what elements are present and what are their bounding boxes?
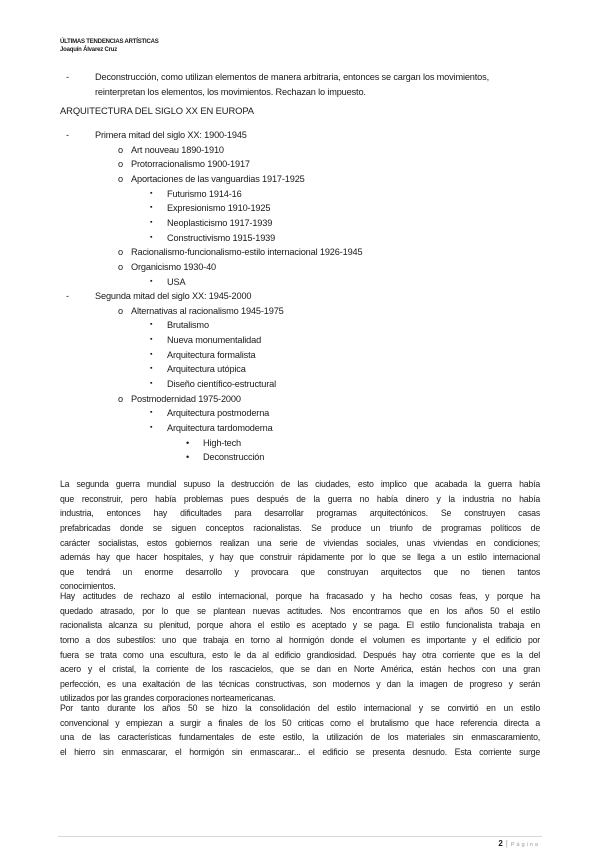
footer-divider	[58, 836, 542, 837]
outline-marker: ▪	[150, 350, 153, 358]
paragraph-line: conocimientos.	[60, 581, 116, 592]
outline-item-level-3: Diseño científico-estructural	[167, 379, 277, 390]
outline-marker: ▪	[150, 424, 153, 431]
outline-item-level-2: Racionalismo-funcionalismo-estilo internacional 1926-1945	[131, 247, 363, 258]
outline-marker: o	[118, 144, 124, 155]
section-title: ARQUITECTURA DEL SIGLO XX EN EUROPA	[60, 105, 254, 116]
paragraph-line: acero y el cristal, la corriente de los rascacielos, que se dan en Norte América, están hechos con una gran	[60, 664, 540, 675]
outline-marker: ▪	[150, 336, 153, 344]
outline-marker: ▪	[150, 277, 153, 285]
paragraph-line: una de las características fundamentales de este estilo, la utilización de los materiales sin enmascaramiento,	[60, 732, 540, 743]
paragraph-line: quedado atrasado, por lo que se plantean nuevas actitudes. Nos encontramos que en los años 50 el estilo	[60, 605, 540, 616]
outline-marker: ▪	[150, 409, 153, 417]
outline-item-level-3: Constructivismo 1915-1939	[167, 232, 276, 243]
header-author: Joaquín Álvarez Cruz	[60, 47, 118, 53]
page-number: 2	[498, 839, 503, 848]
outline-marker: •	[186, 437, 190, 448]
footer-separator: |	[505, 839, 508, 848]
outline-item-level-3: Nueva monumentalidad	[167, 335, 262, 346]
outline-marker: o	[118, 159, 124, 170]
page-label: Página	[510, 842, 540, 848]
outline-marker: ▪	[150, 189, 153, 197]
outline-item-level-3: Futurismo 1914-16	[167, 188, 242, 199]
paragraph-line: industria, entonces hay dificultades para desarrollar programas arquitectónicos. Se construyen casas	[60, 508, 540, 519]
outline-marker: -	[66, 130, 70, 140]
outline-item-level-3: Arquitectura formalista	[167, 349, 256, 360]
outline-marker: ▪	[150, 233, 153, 241]
outline-item-level-3: Arquitectura utópica	[167, 364, 246, 375]
intro-line: Deconstrucción, como utilizan elementos de manera arbitraria, entonces se cargan los movimientos,	[95, 72, 489, 82]
paragraph-line: racionalista alcanza su plenitud, porque ahora el estilo es aceptado y se paga. El estilo funcionalista trabaja en	[60, 620, 540, 631]
outline-item-level-3: Expresionismo 1910-1925	[167, 203, 271, 214]
paragraph-line: fuera se trata como una escultura, esto le da al edificio grandiosidad. Después hay otra corriente que es la del	[60, 649, 540, 660]
paragraph-line: torno a dos subestilos: uno que trabaja en torno al hormigón donde el volumen es importante y el edificio por	[60, 634, 540, 645]
outline-item-level-2: Alternativas al racionalismo 1945-1975	[131, 305, 284, 316]
paragraph-line: el hierro sin enmascarar, el hormigón sin enmascarar... el edificio se presenta desnudo. Esta corriente surge	[60, 746, 540, 757]
page-footer	[498, 839, 540, 848]
paragraph-line: además hay que hacer hospitales, y hay que construir rápidamente por lo que se llega a un estilo internacional	[60, 552, 540, 563]
outline-marker: ▪	[150, 204, 153, 212]
outline-item-level-4: Deconstrucción	[203, 452, 265, 463]
outline-marker: o	[118, 261, 124, 272]
outline-marker: o	[118, 393, 124, 404]
outline-item-level-2: Protorracionalismo 1900-1917	[131, 159, 250, 170]
paragraph	[60, 477, 540, 594]
paragraph-line: que reconstruir, pero había problemas pues después de la guerra no había dinero y la industria no había	[60, 493, 540, 504]
outline-item-level-3: Arquitectura postmoderna	[167, 408, 270, 419]
paragraph-line: La segunda guerra mundial supuso la destrucción de las ciudades, esto implico que acabada la guerra había	[60, 479, 540, 489]
outline-item-level-3: Neoplasticismo 1917-1939	[167, 217, 273, 228]
outline-marker: ▪	[150, 321, 153, 329]
paragraph-line: prefabricadas donde se siguen conceptos racionalistas. Se produce un triunfo de programas políticos de	[60, 522, 540, 533]
paragraph-line: Hay actitudes de rechazo al estilo internacional, porque ha fracasado y ha hecho cosas feas, y porque ha	[60, 591, 540, 601]
paragraph-line: convencional y empiezan a surgir a finales de los 50 criticas como el brutalismo que hace referencia directa a	[60, 717, 540, 728]
outline-item-level-3: Arquitectura tardomoderna	[167, 423, 273, 433]
paragraph-line: que tendrá un enorme desarrollo y provocara que construyan arquitectos que no tienen tantos	[60, 566, 540, 577]
outline-marker: ▪	[150, 365, 153, 373]
outline-marker: o	[118, 173, 124, 184]
outline-item-level-2: Postmodernidad 1975-2000	[131, 393, 241, 404]
outline-marker: o	[118, 305, 124, 316]
header-title: ÚLTIMAS TENDENCIAS ARTÍSTICAS	[60, 39, 159, 45]
paragraph-line: carácter socialistas, estos gobiernos realizan una serie de viviendas sociales, unas viviendas en condiciones;	[60, 537, 540, 548]
outline-item-level-3: Brutalismo	[167, 320, 209, 331]
outline-item-level-2: Aportaciones de las vanguardias 1917-1925	[131, 173, 305, 184]
outline-item-level-2: Organicismo 1930-40	[131, 261, 216, 272]
paragraph-line: Por tanto durante los años 50 se hizo la consolidación del estilo internacional y se convirtió en un estilo	[60, 703, 540, 713]
paragraph-line: utilizados por las grandes corporaciones norteamericanas.	[60, 693, 276, 704]
paragraph	[60, 589, 540, 706]
outline-item-level-1: Primera mitad del siglo XX: 1900-1945	[95, 130, 247, 140]
outline-marker: •	[186, 452, 190, 463]
dash-marker: -	[66, 72, 70, 82]
outline-marker: -	[66, 291, 70, 302]
running-header	[60, 38, 159, 54]
outline-marker: o	[118, 247, 124, 258]
outline-item-level-1: Segunda mitad del siglo XX: 1945-2000	[95, 291, 252, 302]
paragraph-line: perfección, es una exaltación de las técnicas constructivas, son modernos y dan la imagen de progreso y serán	[60, 678, 540, 689]
outline-item-level-2: Art nouveau 1890-1910	[131, 144, 224, 155]
outline-item-level-4: High-tech	[203, 437, 241, 448]
outline-marker: ▪	[150, 218, 153, 226]
outline-item-level-3: USA	[167, 276, 186, 287]
outline-marker: ▪	[150, 380, 153, 388]
paragraph	[60, 701, 540, 760]
intro-line: reinterpretan los elementos, los movimientos. Rechazan lo impuesto.	[95, 87, 366, 97]
